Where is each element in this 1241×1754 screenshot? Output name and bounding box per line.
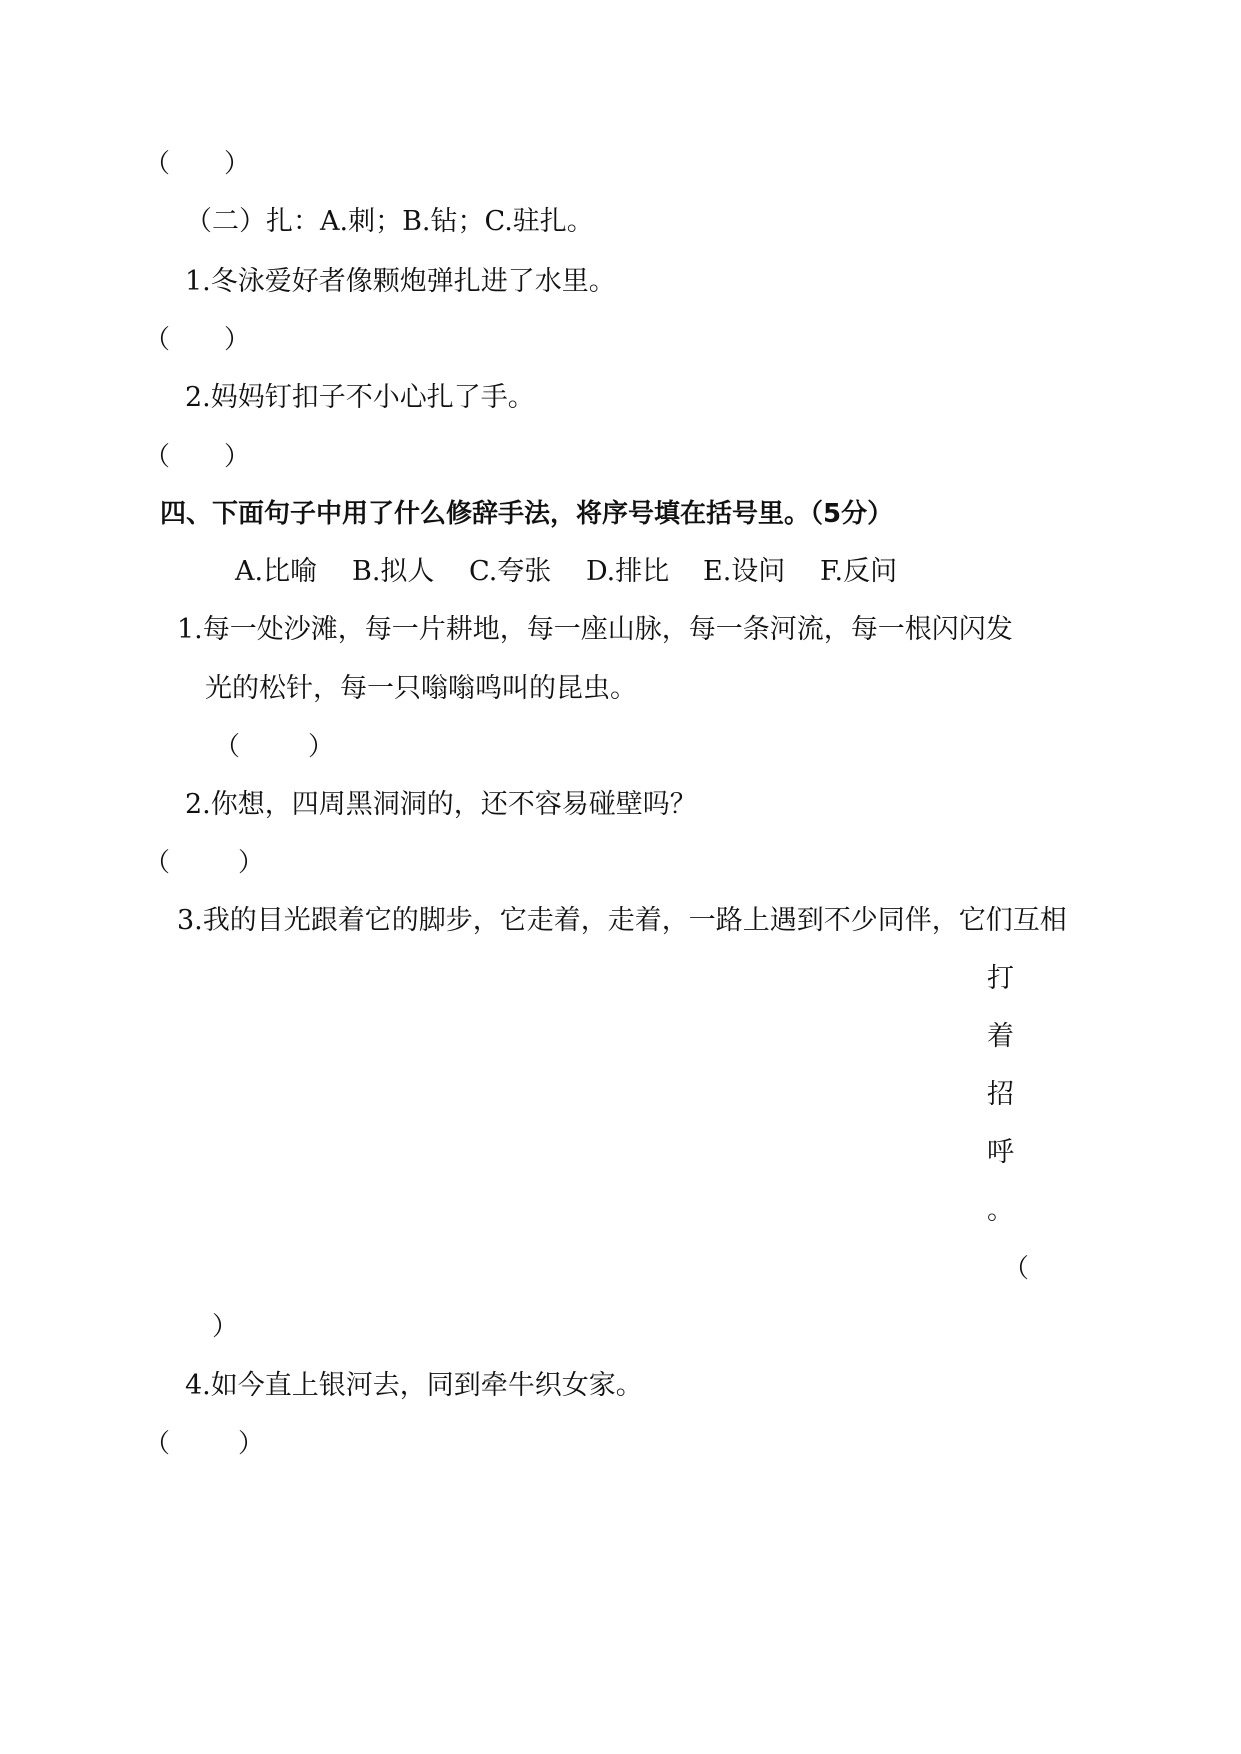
option-e: E.设问 [703, 556, 786, 587]
section-heading: 四、下面句子中用了什么修辞手法，将序号填在括号里。（5分） [160, 499, 894, 529]
answer-blank-open: （ [144, 1429, 171, 1459]
question-text: 1.每一处沙滩，每一片耕地，每一座山脉，每一条河流，每一根闪闪发 [177, 614, 1013, 645]
answer-blank-close: ） [224, 149, 251, 179]
answer-blank-close: ） [212, 1312, 239, 1342]
overflow-char: 打 [987, 963, 1014, 994]
answer-blank-close: ） [224, 442, 251, 472]
option-a: A.比喻 [235, 556, 318, 587]
answer-blank-close: ） [308, 732, 335, 762]
overflow-char: 招 [987, 1079, 1014, 1110]
question-text: 2.你想，四周黑洞洞的，还不容易碰壁吗？ [185, 789, 697, 820]
answer-blank-open: （ [144, 848, 171, 878]
answer-blank-open: （ [144, 325, 171, 355]
answer-blank-open: （ [214, 732, 241, 762]
answer-blank-open: （ [144, 442, 171, 472]
answer-blank-close: ） [238, 1429, 265, 1459]
answer-blank-open: （ [144, 149, 171, 179]
option-f: F.反问 [820, 556, 898, 587]
option-d: D.排比 [586, 556, 670, 587]
answer-blank-open: （ [1003, 1254, 1030, 1284]
option-b: B.拟人 [352, 556, 435, 587]
answer-blank-close: ） [238, 848, 265, 878]
overflow-char: 呼 [987, 1137, 1014, 1168]
question-text: 1.冬泳爱好者像颗炮弹扎进了水里。 [185, 266, 616, 297]
answer-blank-close: ） [224, 325, 251, 355]
question-text-continued: 光的松针，每一只嗡嗡鸣叫的昆虫。 [205, 673, 637, 704]
subsection-title: （二）扎：A.刺；B.钻；C.驻扎。 [185, 206, 594, 237]
overflow-char: 着 [987, 1021, 1014, 1052]
question-text: 3.我的目光跟着它的脚步，它走着，走着，一路上遇到不少同伴，它们互相 [177, 905, 1067, 936]
question-text: 2.妈妈钉扣子不小心扎了手。 [185, 382, 535, 413]
question-text: 4.如今直上银河去，同到牵牛织女家。 [185, 1370, 643, 1401]
option-c: C.夸张 [469, 556, 552, 587]
overflow-char: 。 [987, 1195, 1014, 1226]
